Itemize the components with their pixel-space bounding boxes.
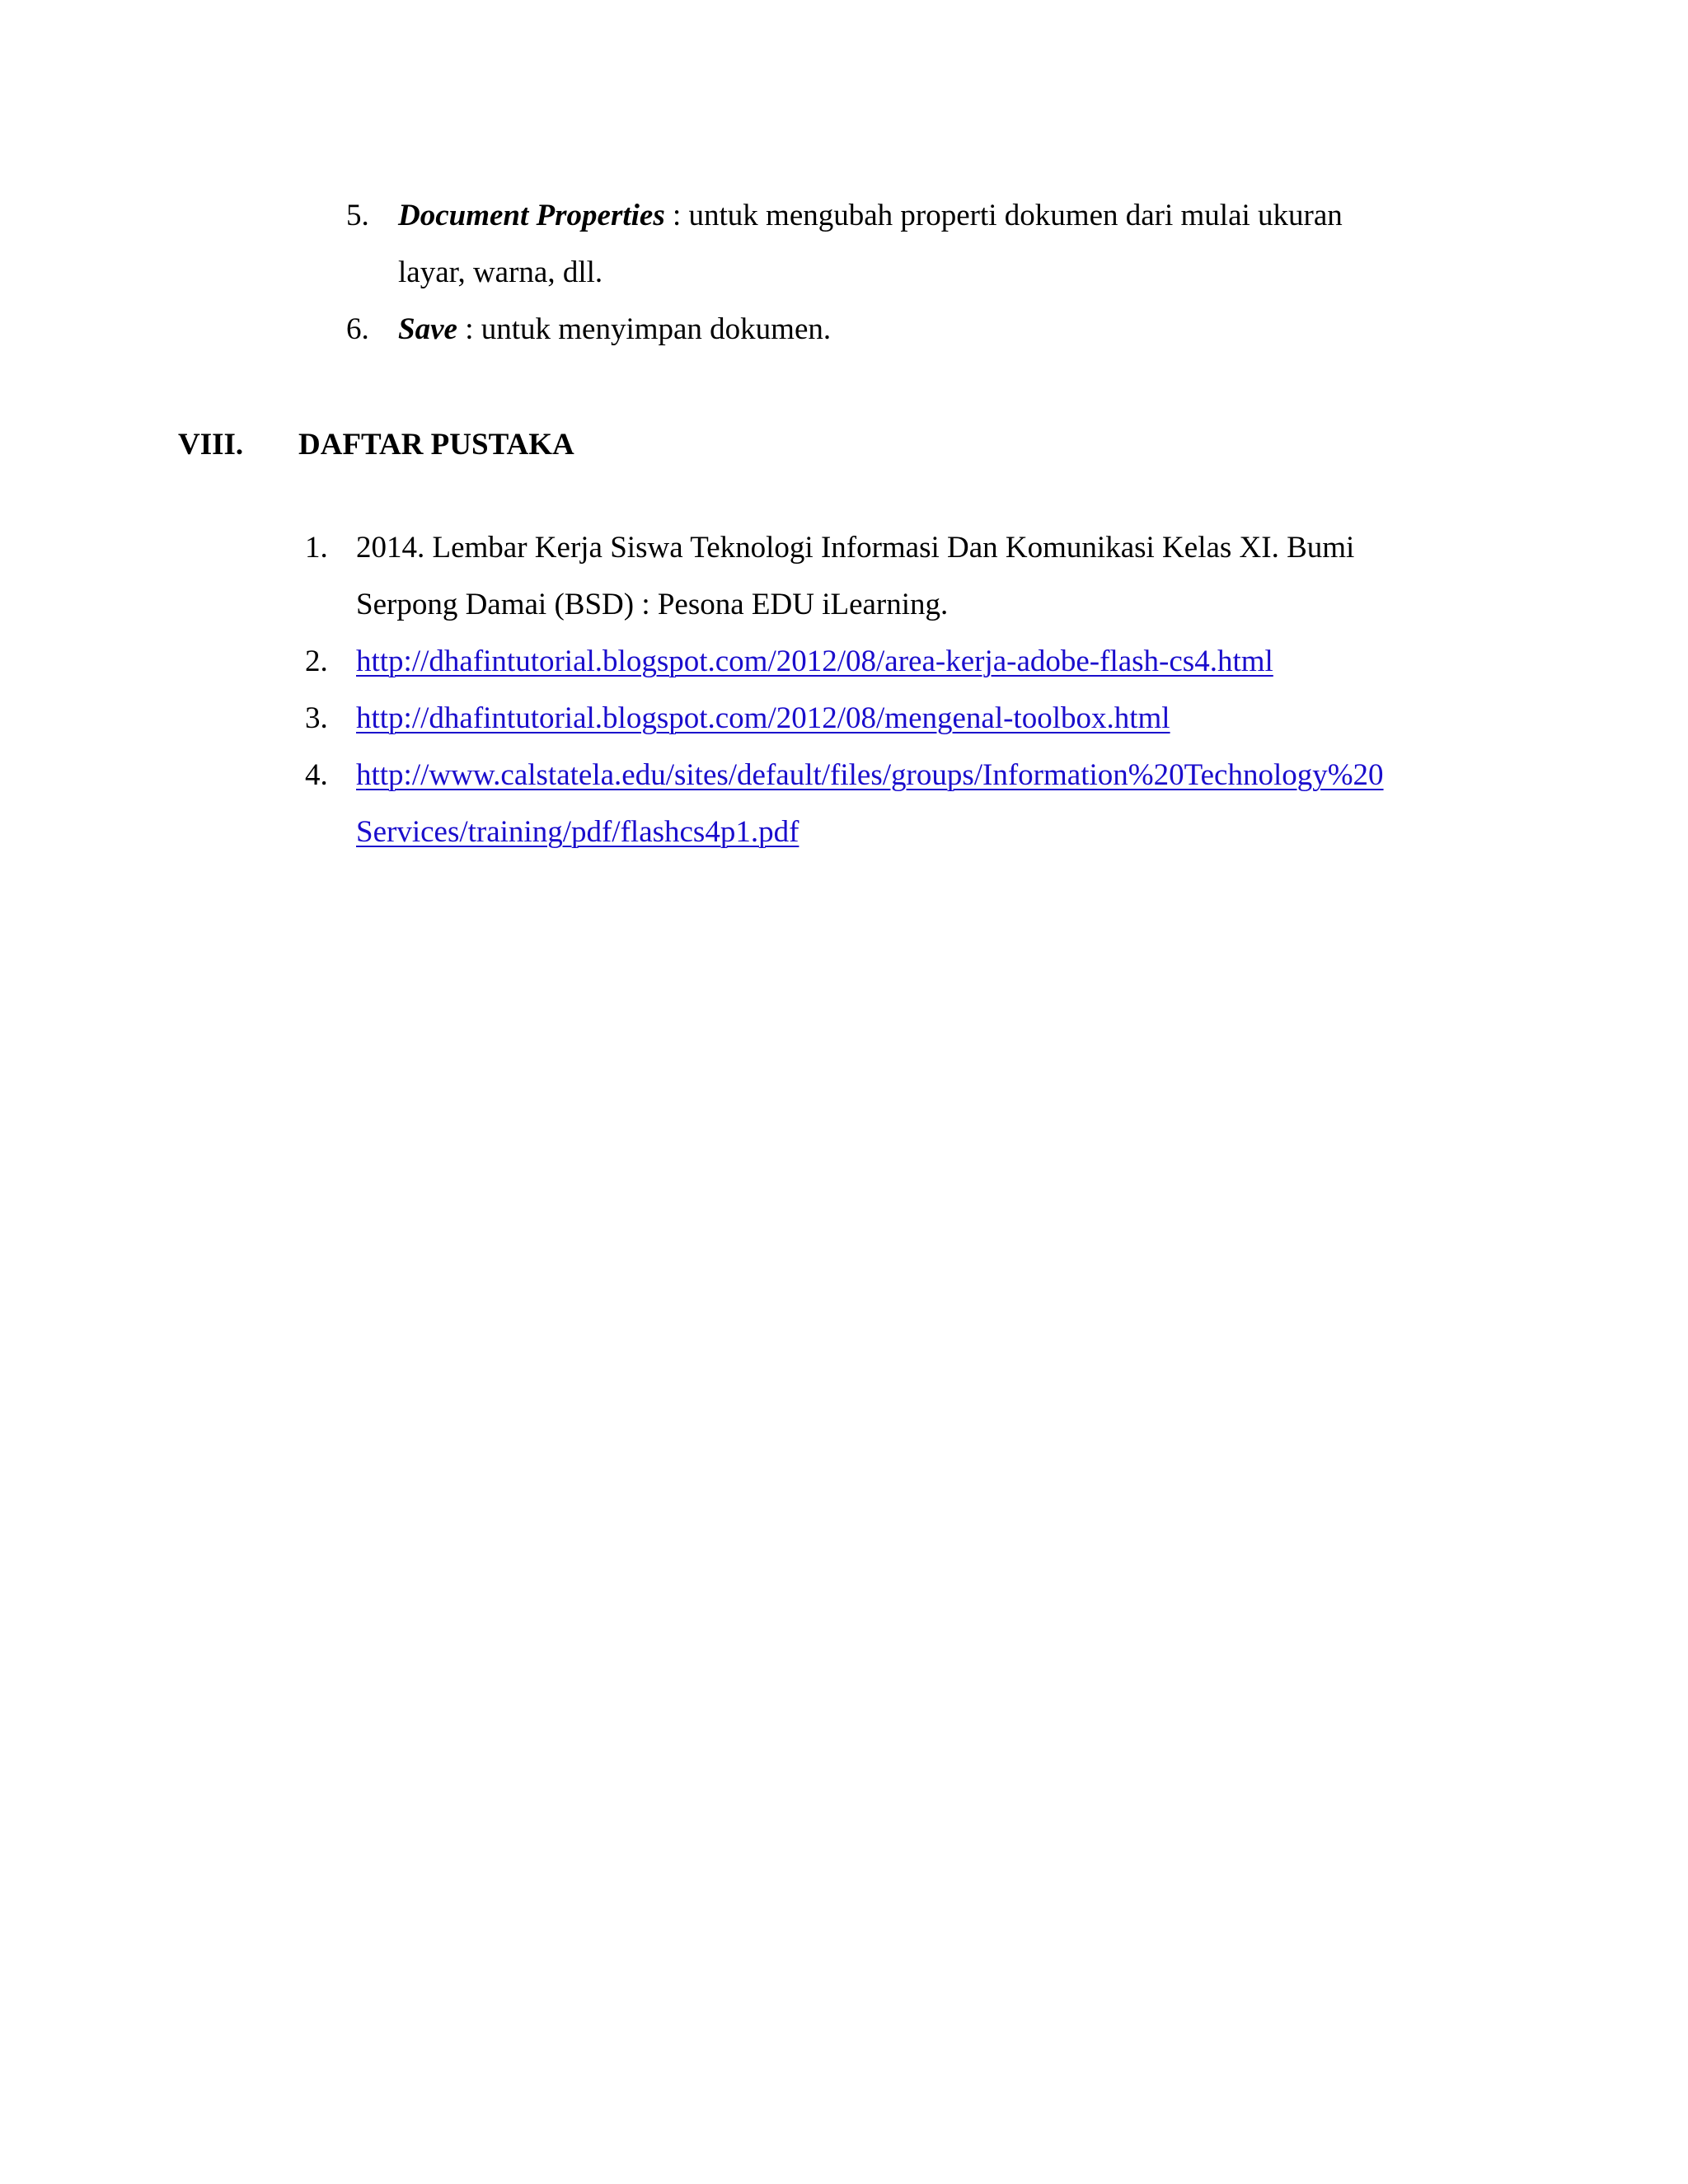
item6-description: : untuk menyimpan dokumen.	[457, 312, 832, 346]
reference-1-line1: 2014. Lembar Kerja Siswa Teknologi Informasi Dan Komunikasi Kelas XI. Bumi	[356, 531, 1355, 565]
reference-number-2: 2.	[305, 644, 328, 678]
reference-number-3: 3.	[305, 701, 328, 735]
reference-1-line2: Serpong Damai (BSD) : Pesona EDU iLearning.	[356, 588, 949, 621]
term-save: Save	[398, 312, 457, 346]
item5-description: : untuk mengubah properti dokumen dari mulai ukuran	[664, 199, 1343, 232]
reference-link-area-kerja[interactable]: http://dhafintutorial.blogspot.com/2012/08/area-kerja-adobe-flash-cs4.html	[356, 644, 1273, 678]
section-title: DAFTAR PUSTAKA	[298, 428, 574, 462]
reference-2	[356, 644, 1273, 680]
reference-number-4: 4.	[305, 758, 328, 792]
reference-link-calstatela-part1[interactable]: http://www.calstatela.edu/sites/default/files/groups/Information%20Technology%20	[356, 758, 1384, 792]
list-number-6: 6.	[346, 312, 369, 346]
reference-number-1: 1.	[305, 531, 328, 565]
reference-4-line1	[356, 757, 1384, 794]
list-number-5: 5.	[346, 199, 369, 232]
section-numeral: VIII.	[178, 428, 244, 462]
reference-3	[356, 701, 1170, 737]
item5-description-continued: layar, warna, dll.	[398, 255, 603, 289]
reference-link-calstatela-part2[interactable]: Services/training/pdf/flashcs4p1.pdf	[356, 815, 799, 849]
term-document-properties: Document Properties	[398, 199, 665, 232]
list-item-save	[398, 312, 831, 348]
reference-4-line2	[356, 814, 799, 851]
reference-link-mengenal-toolbox[interactable]: http://dhafintutorial.blogspot.com/2012/08/mengenal-toolbox.html	[356, 701, 1170, 735]
list-item-document-properties	[398, 198, 1343, 234]
